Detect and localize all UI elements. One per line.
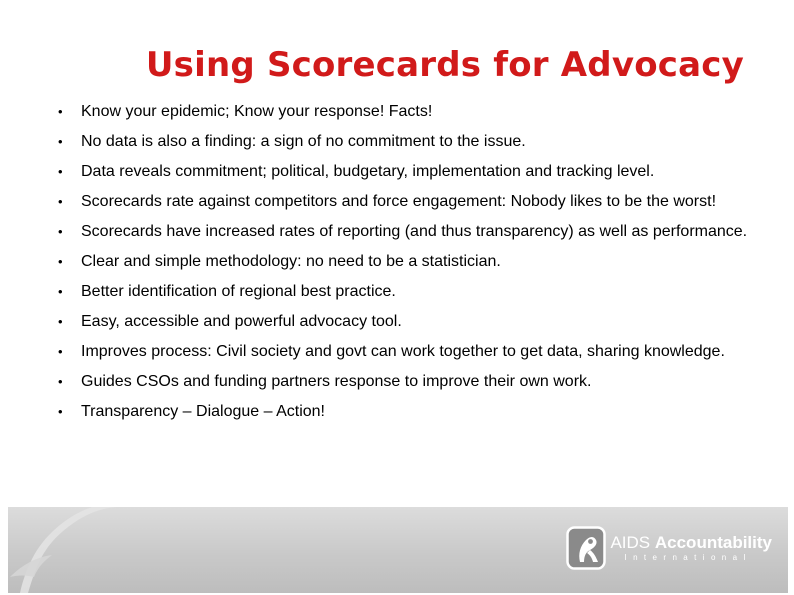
bullet-item: [58, 131, 758, 152]
bullet-item: [58, 161, 758, 182]
bullet-dot: •: [58, 284, 63, 299]
bullet-text: Scorecards rate against competitors and force engagement: Nobody likes to be the worst!: [81, 193, 717, 210]
bullet-dot: •: [58, 254, 63, 269]
logo-subtitle: International: [624, 553, 752, 562]
bullet-text: Data reveals commitment; political, budgetary, implementation and tracking level.: [81, 163, 655, 180]
bullet-text: Clear and simple methodology: no need to be a statistician.: [81, 253, 501, 270]
bullet-dot: •: [58, 164, 63, 179]
bullet-dot: •: [58, 104, 63, 119]
bullet-item: [58, 371, 758, 392]
bullet-text: No data is also a finding: a sign of no commitment to the issue.: [81, 133, 526, 150]
bullet-dot: •: [58, 314, 63, 329]
logo-word-accountability: Accountability: [654, 533, 772, 552]
logo-text: [610, 533, 772, 563]
bullet-text: Easy, accessible and powerful advocacy tool.: [81, 313, 402, 330]
bullet-item: [58, 281, 758, 302]
bullet-text: Know your epidemic; Know your response! Facts!: [81, 103, 433, 120]
bullet-text: Guides CSOs and funding partners response to improve their own work.: [81, 373, 592, 390]
bullet-item: [58, 191, 758, 212]
bullet-dot: •: [58, 344, 63, 359]
bullet-dot: •: [58, 194, 63, 209]
bullet-text: Improves process: Civil society and govt can work together to get data, sharing knowledge.: [81, 343, 725, 360]
bullet-dot: •: [58, 224, 63, 239]
bullet-dot: •: [58, 134, 63, 149]
aids-ribbon-logo-icon: [566, 526, 606, 570]
bullet-item: [58, 341, 758, 362]
footer-band: [8, 507, 788, 593]
bullet-item: [58, 401, 758, 422]
slide-title: Using Scorecards for Advocacy: [145, 45, 744, 85]
logo-word-aids: AIDS: [610, 533, 651, 552]
bullet-item: [58, 311, 758, 332]
bullet-list: [58, 101, 758, 431]
bullet-item: [58, 101, 758, 122]
bullet-dot: •: [58, 404, 63, 419]
logo-wordmark: [610, 533, 772, 553]
bullet-item: [58, 251, 758, 272]
bullet-dot: •: [58, 374, 63, 389]
bullet-item: [58, 221, 758, 242]
bullet-text: Scorecards have increased rates of reporting (and thus transparency) as well as performance.: [81, 223, 748, 240]
swoosh-decoration: [8, 507, 148, 593]
aids-accountability-logo: [566, 523, 772, 573]
bullet-text: Transparency – Dialogue – Action!: [81, 403, 325, 420]
bullet-text: Better identification of regional best practice.: [81, 283, 396, 300]
